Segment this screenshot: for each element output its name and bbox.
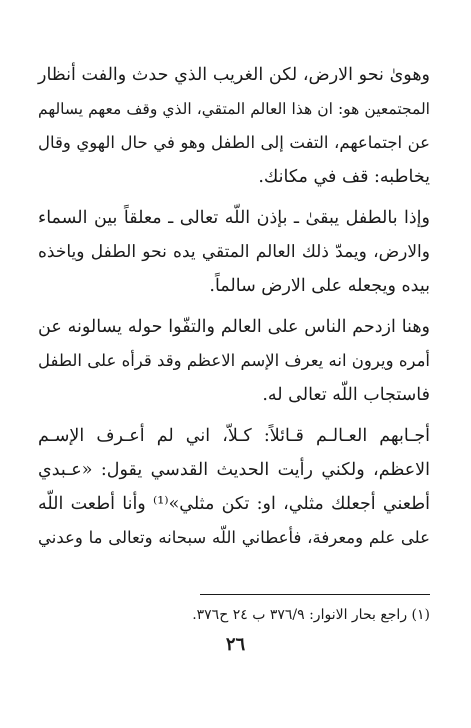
text-line: والارض، ويمدّ ذلك العالم المتقي يده نحو الطفل وياخذه — [38, 242, 430, 262]
text-line: الاعظم، ولكني رأيت الحديث القدسي يقول: «عـبدي — [38, 460, 430, 480]
text-line: أطعني أجعلك مثلي، او: تكن مثلي»⁽¹⁾ وأنا أطعت اللّه — [38, 494, 430, 514]
text-line: وهنا ازدحم الناس على العالم والتفّوا حوله يسالونه عن — [38, 317, 430, 337]
text-line: فاستجاب اللّه تعالى له. — [262, 385, 430, 405]
text-line: أجـابهم العـالـم قـائلاً: كـلاّ، اني لم أعـرف الإسـم — [38, 426, 430, 446]
footnote-divider — [200, 594, 430, 595]
text-line: وهوىٰ نحو الارض، لكن الغريب الذي حدث والفت أنظار — [38, 65, 430, 85]
text-line: على علم ومعرفة، فأعطاني اللّه سبحانه وتعالى ما وعدني — [38, 528, 430, 547]
text-line: يخاطبه: قف في مكانك. — [258, 167, 430, 187]
text-line: وإذا بالطفل يبقىٰ ـ بإذن اللّه تعالى ـ معلقاً بين السماء — [38, 208, 430, 228]
text-line: المجتمعين هو: ان هذا العالم المتقي، الذي وقف معهم يسالهم — [38, 100, 430, 118]
text-line: أمره ويرون انه يعرف الإسم الاعظم وقد قرأه على الطفل — [38, 351, 430, 370]
page-number: ٢٦ — [225, 634, 246, 655]
text-line: بيده ويجعله على الارض سالماً. — [209, 276, 430, 296]
text-line: عن اجتماعهم، التفت إلى الطفل وهو في حال الهوي وقال — [38, 133, 430, 152]
footnote: (١) راجع بحار الانوار: ٣٧٦/٩ ب ٢٤ ح٣٧٦. — [192, 607, 430, 623]
